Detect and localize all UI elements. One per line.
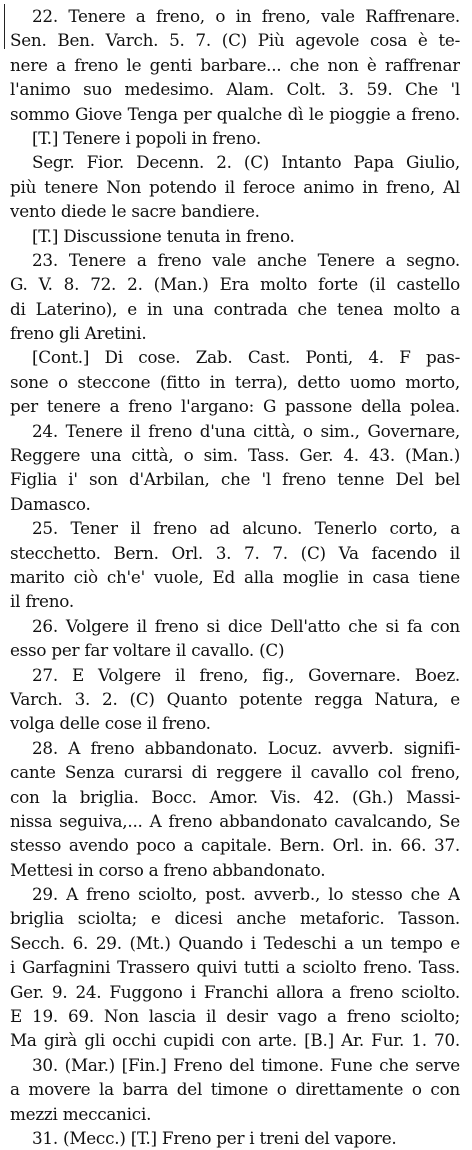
entry-25-line-2: stecchetto. Bern. Orl. 3. 7. 7. (C) Va facendo il bbox=[10, 542, 460, 563]
entry-26-line-1: 26. Volgere il freno si dice Dell'atto che si fa con bbox=[32, 615, 460, 636]
entry-30-line-2: a movere la barra del timone o direttamente o con bbox=[10, 1079, 460, 1100]
entry-22-line-3: nere a freno le genti barbare... che non è raffrenar bbox=[10, 54, 460, 75]
entry-31-line-1: 31. (Mecc.) [T.] Freno per i treni del vapore. bbox=[32, 1127, 397, 1148]
entry-23-line-6: sone o steccone (fitto in terra), detto uomo morto, bbox=[10, 371, 460, 392]
entry-25-line-1: 25. Tener il freno ad alcuno. Tenerlo corto, a bbox=[32, 518, 460, 539]
entry-22-line-7: Segr. Fior. Decenn. 2. (C) Intanto Papa Giulio, bbox=[32, 152, 460, 173]
entry-23-line-1: 23. Tenere a freno vale anche Tenere a segno. bbox=[32, 249, 460, 270]
entry-28-line-1: 28. A freno abbandonato. Locuz. avverb. signifi- bbox=[32, 737, 460, 758]
entry-24-line-2: Reggere una città, o sim. Tass. Ger. 4. 43. (Man.) bbox=[10, 445, 460, 466]
entry-23-line-3: di Laterino), e in una contrada che tenea molto a bbox=[10, 298, 460, 319]
entry-22-line-9: vento diede le sacre bandiere. bbox=[10, 201, 260, 222]
entry-23-line-4: freno gli Aretini. bbox=[10, 323, 147, 344]
entry-27-line-1: 27. E Volgere il freno, fig., Governare. Boez. bbox=[32, 664, 460, 685]
entry-23-line-2: G. V. 8. 72. 2. (Man.) Era molto forte (il castello bbox=[10, 274, 460, 295]
entry-29-line-3: Secch. 6. 29. (Mt.) Quando i Tedeschi a un tempo e bbox=[10, 932, 460, 953]
entry-25-line-4: il freno. bbox=[10, 591, 74, 612]
entry-29-line-7: Ma girà gli occhi cupidi con arte. [B.] Ar. Fur. 1. 70. bbox=[10, 1030, 460, 1051]
entry-30-line-3: mezzi meccanici. bbox=[10, 1103, 152, 1124]
entry-22-line-4: l'animo suo medesimo. Alam. Colt. 3. 59. Che 'l bbox=[10, 79, 460, 100]
entry-28-line-5: stesso avendo poco a capitale. Bern. Orl. in. 66. 37. bbox=[10, 835, 460, 856]
entry-24-line-4: Damasco. bbox=[10, 493, 91, 514]
entry-22-line-8: più tenere Non potendo il feroce animo in freno, Al bbox=[10, 176, 460, 197]
entry-24-line-3: Figlia i' son d'Arbilan, che 'l freno tenne Del bel bbox=[10, 469, 460, 490]
entry-29-line-5: Ger. 9. 24. Fuggono i Franchi allora a freno sciolto. bbox=[10, 981, 460, 1002]
entry-30-line-1: 30. (Mar.) [Fin.] Freno del timone. Fune che serve bbox=[32, 1054, 460, 1075]
entry-24-line-1: 24. Tenere il freno d'una città, o sim., Governare, bbox=[32, 420, 460, 441]
entry-28-line-6: Mettesi in corso a freno abbandonato. bbox=[10, 859, 326, 880]
entry-22-line-2: Sen. Ben. Varch. 5. 7. (C) Più agevole cosa è te- bbox=[10, 30, 460, 51]
entry-29-line-6: E 19. 69. Non lascia il desir vago a freno sciolto; bbox=[10, 1006, 460, 1027]
entry-28-line-4: nissa seguiva,... A freno abbandonato cavalcando, Se bbox=[10, 810, 460, 831]
entry-27-line-3: volga delle cose il freno. bbox=[10, 713, 211, 734]
entry-22-line-5: sommo Giove Tenga per qualche dì le pioggie a freno. bbox=[10, 103, 460, 124]
entry-29-line-1: 29. A freno sciolto, post. avverb., lo stesso che A bbox=[32, 884, 460, 905]
entry-27-line-2: Varch. 3. 2. (C) Quanto potente regga Natura, e bbox=[10, 688, 460, 709]
entry-29-line-4: i Garfagnini Trassero quivi tutti a sciolto freno. Tass. bbox=[10, 957, 460, 978]
entry-23-line-7: per tenere a freno l'argano: G passone della polea. bbox=[10, 396, 460, 417]
entry-29-line-2: briglia sciolta; e dicesi anche metaforic. Tasson. bbox=[10, 908, 460, 929]
entry-22-line-1: 22. Tenere a freno, o in freno, vale Raffrenare. bbox=[32, 6, 460, 26]
entry-26-line-2: esso per far voltare il cavallo. (C) bbox=[10, 640, 285, 661]
entry-28-line-3: con la briglia. Bocc. Amor. Vis. 42. (Gh.) Massi- bbox=[10, 786, 460, 807]
entry-23-line-5: [Cont.] Di cose. Zab. Cast. Ponti, 4. F pas- bbox=[32, 347, 460, 368]
entry-22-line-10: [T.] Discussione tenuta in freno. bbox=[32, 225, 295, 246]
entry-22-line-6: [T.] Tenere i popoli in freno. bbox=[32, 127, 261, 148]
entry-25-line-3: marito ciò ch'e' vuole, Ed alla moglie in casa tiene bbox=[10, 566, 460, 587]
entry-28-line-2: cante Senza curarsi di reggere il cavallo col freno, bbox=[10, 762, 460, 783]
margin-rule bbox=[4, 4, 5, 49]
